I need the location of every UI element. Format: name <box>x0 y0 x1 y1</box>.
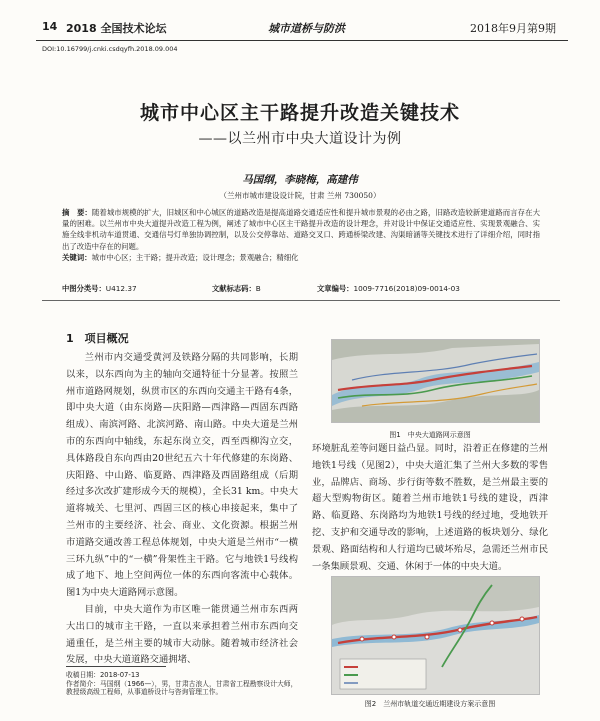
footnote <box>66 671 298 697</box>
doc-code-label: 文献标志码： <box>212 284 256 293</box>
clc-number: U412.37 <box>105 284 137 293</box>
running-header <box>0 18 600 40</box>
station-marker <box>520 617 524 621</box>
authors: 马国纲，李晓梅，高建伟 <box>242 174 358 186</box>
abstract-label: 摘 要： <box>62 208 92 217</box>
road-network-map-graphic <box>332 340 539 422</box>
station-marker <box>360 637 364 641</box>
page-number: 14 <box>42 20 58 33</box>
article-title: 城市中心区主干路提升改造关键技术 <box>139 102 460 124</box>
footnote-rule <box>66 666 166 667</box>
abstract <box>62 207 540 263</box>
abstract-rule <box>42 300 560 301</box>
figure-1-caption: 图1 中央大道路网示意图 <box>389 431 471 439</box>
doi: DOI:10.16799/j.cnki.csdqyfh.2018.09.004 <box>42 45 178 53</box>
figure-2-metro-plan-map <box>331 576 540 695</box>
article-number: 1009-7716(2018)09-0014-03 <box>353 284 460 293</box>
metro-plan-map-graphic <box>332 577 539 694</box>
received-date: 收稿日期：2018-07-13 <box>66 671 140 679</box>
journal-name: 2018 全国技术论坛 <box>66 22 167 35</box>
paragraph: 兰州市内交通受黄河及铁路分隔的共同影响，长期以来，以东西向为主的轴向交通特征十分显著。按照兰州市道路网规划，纵贯市区的东西向交通主干路有4条，即中央大道（由东岗路—庆阳路—西津路—西固东西路组成）、南滨河路、北滨河路、南山路。中央大道是兰州市的东西向中轴线，东起东岗立交，西至西柳沟立交，具体路段自东向西由20世纪五六十年代修建的东岗路、庆阳路、中山路、临夏路、西津路及西固路组成（后期经过多次改扩建形成今天的规模），全长31 km。中央大道将城关、七里河、西固三区的核心串接起来，集中了兰州市的主要经济、社会、商业、文化资源。根据兰州市道路交通改善工程总体规划，中央大道是兰州市“一横三环九纵”中的“一横”骨架性主干路。它与地铁1号线构成了地下、地上空间两位一体的东西向客流中心载体。图1为中央大道路网示意图。 <box>66 352 298 599</box>
issue-info: 2018年9月第9期 <box>470 22 556 35</box>
figure-1-road-network-map <box>331 339 540 423</box>
affiliation: （兰州市城市建设设计院，甘肃 兰州 730050） <box>219 191 381 200</box>
article-no-label: 文章编号： <box>317 284 354 293</box>
station-marker <box>490 621 494 625</box>
clc-label: 中图分类号： <box>62 284 106 293</box>
article-subtitle: ——以兰州市中央大道设计为例 <box>198 131 402 147</box>
journal-section: 城市道桥与防洪 <box>268 22 345 35</box>
keywords-label: 关键词： <box>62 252 92 262</box>
paragraph: 目前，中央大道作为市区唯一能贯通兰州市东西两大出口的城市主干路，一直以来承担着兰州市东西向交通重任，是兰州主要的城市大动脉。随着城市经济社会发展，中央大道道路交通拥堵、 <box>66 603 298 666</box>
station-marker <box>458 628 462 632</box>
station-marker <box>392 635 396 639</box>
figure-2-caption: 图2 兰州市轨道交通近期建设方案示意图 <box>364 700 496 708</box>
keywords: 城市中心区；主干路；提升改造；设计理念；景观融合；精细化 <box>91 252 299 262</box>
abstract-text: 随着城市规模的扩大，旧城区和中心城区的道路改造是提高道路交通适应性和提升城市景观的必由之路，旧路改造较新建道路而言存在大量的困难。以兰州市中央大道提升改造工程为例，阐述了城市中心区主干路提升改造的设计理念，并对设计中保证交通适应性、实现景观融合、实施全线非机动车道贯通、交通信号灯单独协调控制，以及公交停靠站、道路交叉口、跨通桥梁改建、沟渠暗涵等关键技术进行了详细介绍，同时指出了改造中存在的问题。 <box>62 208 540 251</box>
station-marker <box>425 635 429 639</box>
section-heading: 1 项目概况 <box>66 332 129 345</box>
doc-code: B <box>255 284 261 293</box>
header-rule <box>36 40 568 41</box>
left-column <box>66 350 298 669</box>
author-bio: 作者简介：马国纲（1966—），男，甘肃古浪人，甘肃省工程勘察设计大师，教授级高级工程师，从事道桥设计与咨询管理工作。 <box>66 679 298 697</box>
paragraph: 环境脏乱差等问题日益凸显。同时，沿着正在修建的兰州地铁1号线（见图2），中央大道汇集了兰州大多数的零售业，品牌店、商场、步行街等数不胜数，是兰州最主要的超大型购物街区。随着兰州市地铁1号线的建设，西津路、临夏路、东岗路均为地铁1号线的经过地，受地铁开挖、支护和交通导改的影响，上述道路的板块划分、绿化景观、路面结构和人行道均已破坏殆尽，急需还兰州市民一条集顾景观、交通、休闲于一体的中央大道。 <box>312 443 548 572</box>
right-column <box>312 441 548 575</box>
